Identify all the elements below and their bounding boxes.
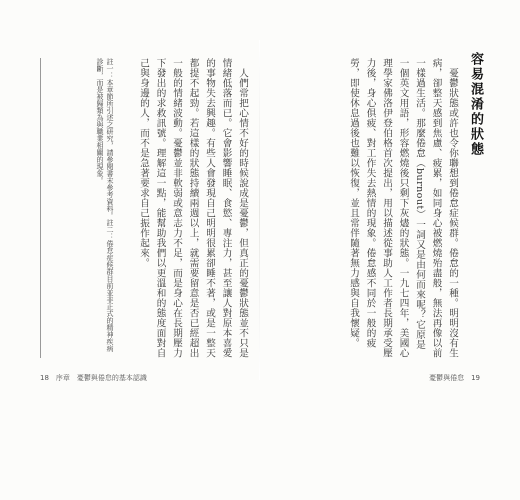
right-page-footer: 憂鬱與倦怠 19 (429, 374, 480, 382)
body-paragraph: 憂鬱狀態或許也令你聯想到倦怠症候群。倦怠的一種。明明沒有生病，卻整天感到焦慮、疲累，如同身心被燃燒殆盡般，無法再像以前一樣過生活。那麼倦怠（burnout）一詞又是由何而來呢？它原是一個英文用語，形容燃燒後只剩下灰燼的狀態。一九七四年，美國心理學家佛洛伊登伯格首次提出，用以描述從事助人工作者長期承受壓力後，身心俱疲、對工作失去熱情的現象。倦怠感不同於一般的疲勞，即使休息過後也難以恢復，並且常伴隨著無力感與自我懷疑。 (348, 58, 458, 358)
footnotes: 註一：本章節所引述之研究，請參閱書末參考資料。註二：倦怠症候群目前並非正式的精神疾病診斷，而是被歸類為與職業相關的現象。 (40, 58, 115, 358)
page-gutter (259, 40, 260, 380)
right-page-body (270, 58, 460, 358)
left-page-body (120, 58, 250, 358)
section-heading: 容易混淆的狀態 (468, 52, 483, 157)
left-page-footer: 18 序章 憂鬱與倦怠的基本認識 (40, 374, 147, 382)
body-paragraph: 人們常把心情不好的時候說成是憂鬱，但真正的憂鬱狀態並不只是情緒低落而已。它會影響睡眠、食慾、專注力，甚至讓人對原本喜愛的事物失去興趣。有些人會發現自己明明很累卻睡不著，或是一整天都提不起勁。若這樣的狀態持續兩週以上，就需要留意是否已經超出一般的情緒波動。憂鬱並非軟弱或意志力不足，而是身心在長期壓力下發出的求救訊號。理解這一點，能幫助我們以更溫和的態度面對自己與身邊的人，而不是急著要求自己振作起來。 (138, 58, 248, 358)
